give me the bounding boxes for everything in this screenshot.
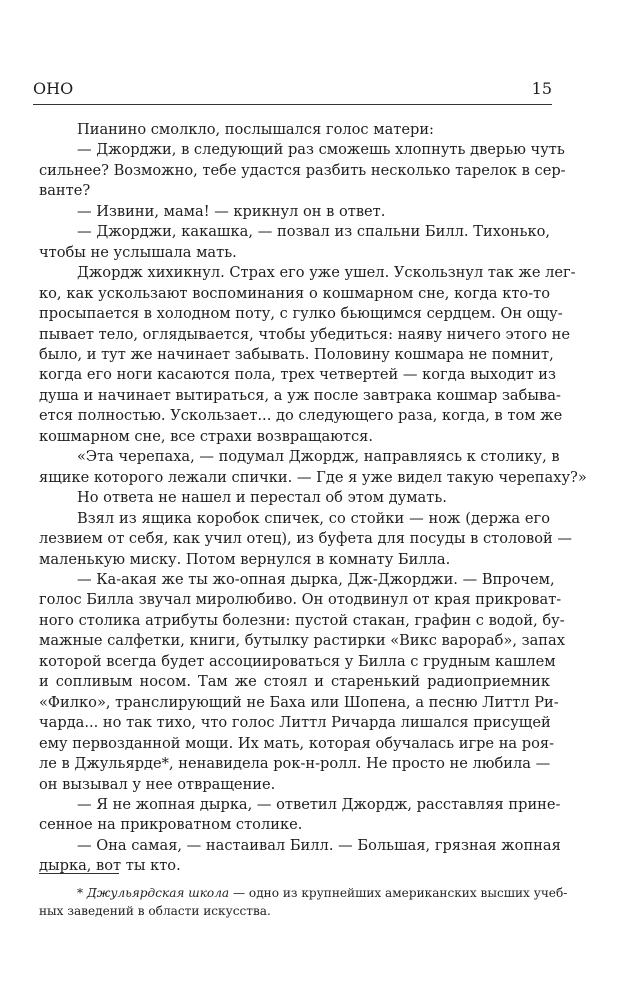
text-line: дырка, вот ты кто.	[39, 857, 181, 875]
running-title: ОНО	[33, 79, 74, 98]
text-line: Взял из ящика коробок спичек, со стойки — нож (держа его	[77, 509, 550, 527]
footnote-rule	[39, 873, 119, 874]
text-line: Пианино смолкло, послышался голос матери:	[77, 121, 434, 138]
text-line: ного столика атрибуты болезни: пустой стакан, графин с водой, бу-	[39, 611, 565, 629]
text-line: ящике которого лежали спички. — Где я уже видел такую черепаху?»	[39, 468, 587, 486]
footnote-line	[39, 884, 568, 902]
text-line: Джордж хихикнул. Страх его уже ушел. Ускользнул так же лег-	[77, 264, 576, 282]
text-line: ется полностью. Ускользает... до следующего раза, когда, в том же	[39, 407, 563, 425]
text-line: ко, как ускользают воспоминания о кошмарном сне, когда кто-то	[39, 284, 550, 302]
text-line: когда его ноги касаются пола, трех четвертей — когда выходит из	[39, 366, 556, 384]
footnote-text: — одно из крупнейших американских высших учеб-	[229, 886, 568, 900]
page-number: 15	[531, 79, 552, 98]
page-header	[33, 78, 552, 100]
text-line: «Эта черепаха, — подумал Джордж, направляясь к столику, в	[77, 448, 560, 466]
text-line: было, и тут же начинает забывать. Половину кошмара не помнит,	[39, 345, 554, 363]
text-line: лезвием от себя, как учил отец), из буфета для посуды в столовой —	[39, 530, 573, 548]
footnote-line: ных заведений в области искусства.	[39, 904, 271, 918]
text-line: чтобы не услышала мать.	[39, 243, 237, 261]
text-line: ле в Джульярде*, ненавидела рок-н-ролл. Не просто не любила —	[39, 755, 551, 773]
text-line: и сопливым носом. Там же стоял и старенький радиоприемник	[39, 673, 550, 691]
text-line: — Ка-акая же ты жо-опная дырка, Дж-Джорджи. — Впрочем,	[77, 570, 555, 588]
text-line: — Я не жопная дырка, — ответил Джордж, расставляя прине-	[77, 795, 561, 813]
text-line: ванте?	[39, 182, 91, 200]
text-line: — Джорджи, в следующий раз сможешь хлопнуть дверью чуть	[77, 141, 565, 159]
text-line: маленькую миску. Потом вернулся в комнату Билла.	[39, 550, 451, 568]
text-line: которой всегда будет ассоциироваться у Билла с грудным кашлем	[39, 652, 556, 670]
text-line: голос Билла звучал миролюбиво. Он отодвинул от края прикроват-	[39, 591, 562, 609]
text-line: мажные салфетки, книги, бутылку растирки «Викс варораб», запах	[39, 632, 565, 650]
footnote-marker: *	[77, 886, 84, 900]
body-text	[39, 120, 587, 877]
text-line: кошмарном сне, все страхи возвращаются.	[39, 427, 374, 445]
footnote	[39, 884, 568, 920]
text-line: — Извини, мама! — крикнул он в ответ.	[77, 202, 386, 220]
text-line: — Она самая, — настаивал Билл. — Большая, грязная жопная	[77, 836, 561, 854]
text-line: Но ответа не нашел и перестал об этом думать.	[77, 489, 447, 507]
text-line: просыпается в холодном поту, с гулко бьющимся сердцем. Он ощу-	[39, 305, 563, 323]
text-line: душа и начинает вытираться, а уж после завтрака кошмар забыва-	[39, 386, 561, 404]
header-rule	[33, 104, 552, 105]
text-line: сильнее? Возможно, тебе удастся разбить несколько тарелок в сер-	[39, 161, 566, 179]
text-line: — Джорджи, какашка, — позвал из спальни Билл. Тихонько,	[77, 223, 550, 241]
text-line: сенное на прикроватном столике.	[39, 816, 303, 834]
text-line: чарда... но так тихо, что голос Литтл Ричарда лишался присущей	[39, 714, 551, 732]
text-line: ему первозданной мощи. Их мать, которая обучалась игре на роя-	[39, 734, 555, 752]
text-line: он вызывал у нее отвращение.	[39, 775, 276, 793]
footnote-term: Джульярдская школа	[86, 886, 230, 900]
text-line: пывает тело, оглядывается, чтобы убедиться: наяву ничего этого не	[39, 325, 571, 343]
text-line: «Филко», транслирующий не Баха или Шопена, а песню Литтл Ри-	[39, 693, 559, 711]
